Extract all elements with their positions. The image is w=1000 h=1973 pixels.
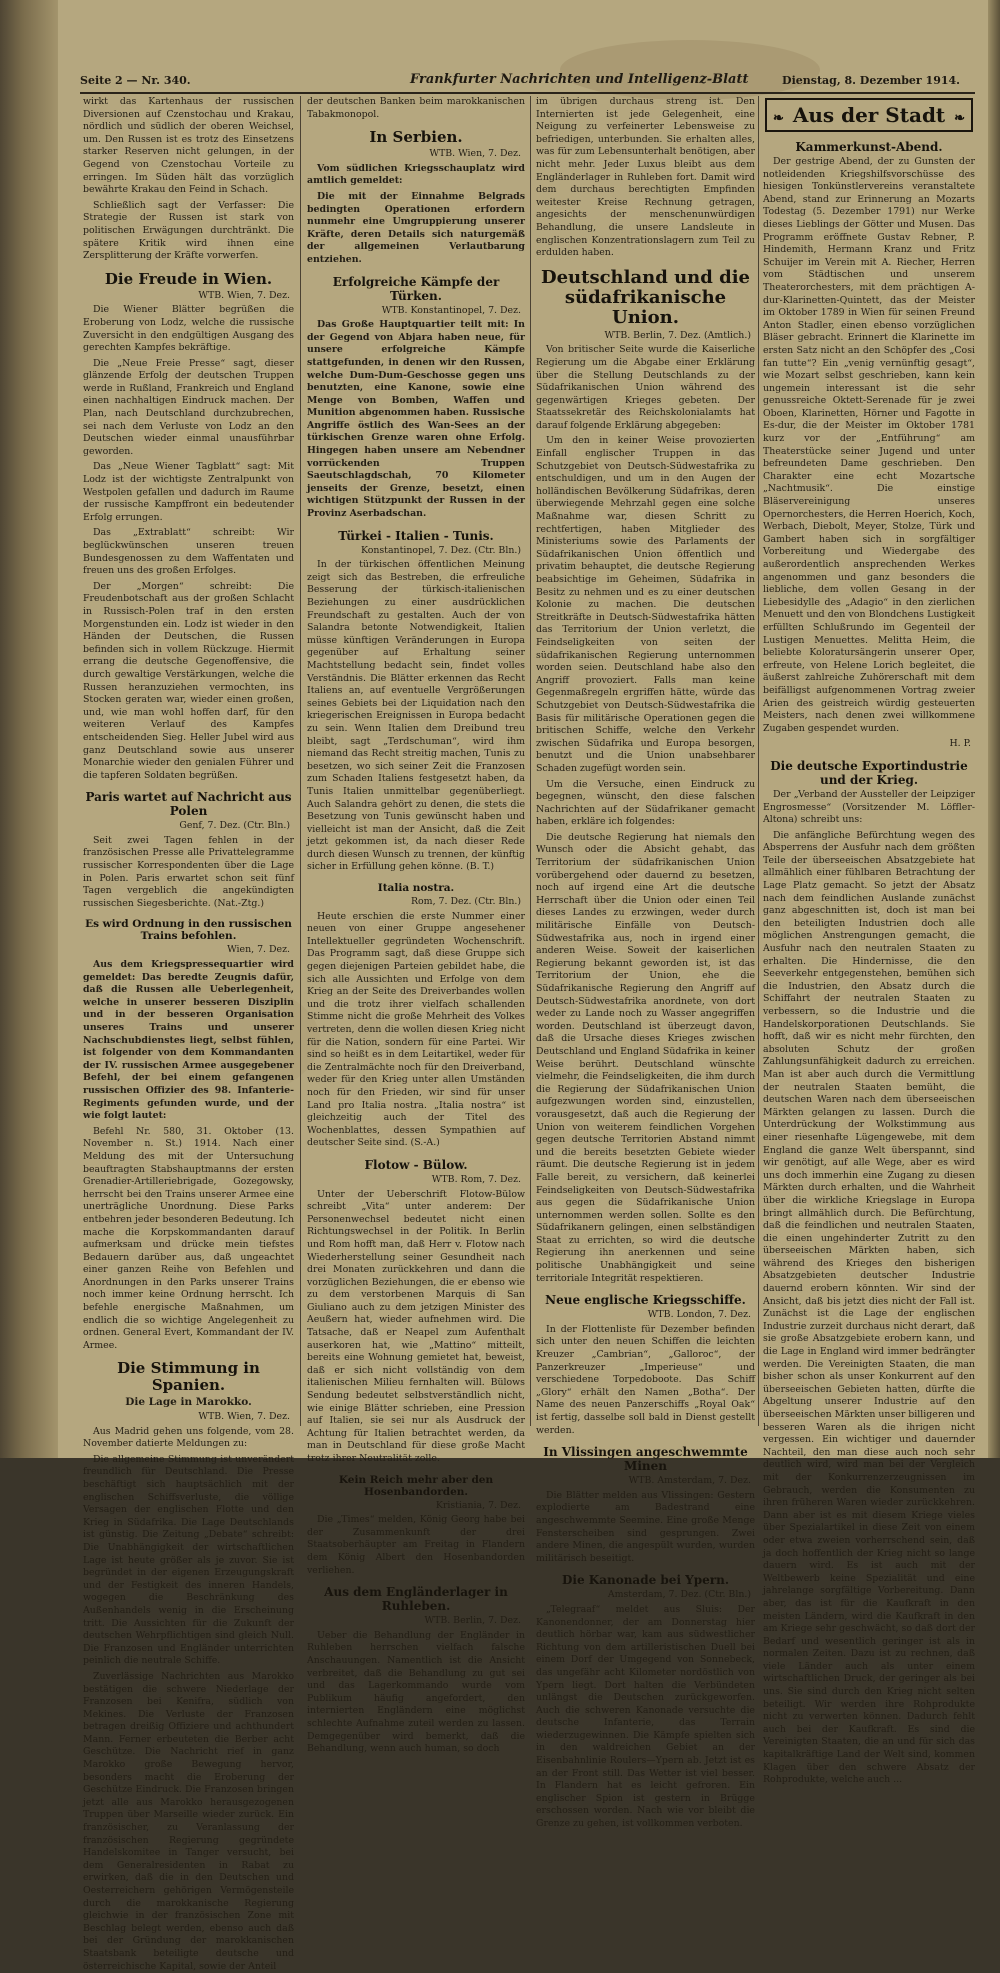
- header-page-number: Seite 2 — Nr. 340.: [80, 74, 191, 87]
- article-paragraph: wirkt das Kartenhaus der russischen Diversionen auf Czenstochau und Krakau, nördlich und südlich der oberen Weichsel, um. Den Russen ist es trotz des Einsetzens starker Reserven nicht gelungen, in der Gegend von Czenstochau Vorteile zu erringen. Im Süden hält das vorzüglich bewährte Krakau den Feind in Schach.: [83, 96, 294, 196]
- article-signature: H. P.: [949, 738, 971, 750]
- page-header: [80, 70, 980, 92]
- article-paragraph: Aus Madrid gehen uns folgende, vom 28. November datierte Meldungen zu:: [83, 1425, 294, 1450]
- article-dateline: Wien, 7. Dez.: [227, 944, 290, 956]
- article-dateline: Amsterdam, 7. Dez. (Ctr. Bln.): [607, 1589, 751, 1601]
- article-headline: Die deutsche Exportindustrie und der Krieg.: [770, 758, 968, 787]
- article-paragraph: Unter der Ueberschrift Flotow-Bülow schreibt „Vita“ unter anderem: Der Personenwechsel bedeutet nicht einen Richtungswechsel in der Politik. In Berlin und Rom hofft man, daß Herr v. Flotow nach Wiederherstellung seiner Gesundheit nach drei Monaten zurückkehren und dann die vorzüglichen Beziehungen, die er ebenso wie zu dem verstorbenen Marquis di San Giuliano auch zu dem jetzigen Minister des Aeußern hat, wieder aufnehmen wird. Die Tatsache, daß er Neapel zum Aufenthalt auserkoren hat, wie „Mattino“ mitteilt, bereits eine Wohnung gemietet hat, beweist, daß er sich nicht vollständig von dem italienischen Milieu fernhalten will. Bülows Sendung bedeutet selbstverständlich nicht, wie einige Blätter schrieben, eine Pression auf Italien, sie sei nur als Ausdruck der Achtung für Italien betrachtet werden, da man in Deutschland für diese große Macht trotz ihrer Neutralität zolle.: [307, 1188, 525, 1464]
- article-headline: Die Kanonade bei Ypern.: [562, 1573, 729, 1588]
- article-paragraph: Das „Extrablatt“ schreibt: Wir beglückwünschen unseren treuen Bundesgenossen zu dem Waffentaten und freuen uns des großen Erfolges.: [83, 527, 294, 577]
- page-right-edge: [988, 0, 1000, 1458]
- column-2: [307, 96, 525, 1755]
- article-paragraph: In der türkischen öffentlichen Meinung zeigt sich das Bestreben, die erfreuliche Besserung der türkisch-italienischen Beziehungen zu einer ausdrücklichen Freundschaft zu gestalten. Auch der von Salandra betonte Notwendigkeit, Italien müsse künftigen Veränderungen in Europa gegenüber auf Erhaltung seiner Machtstellung bedacht sein, findet volles Verständnis. Die Blätter erkennen das Recht Italiens an, auf eventuelle Vergrößerungen seines Gebiets bei der Liquidation nach den kriegerischen Ereignissen in Europa bedacht zu sein. Wenn Italien dem Dreibund treu bleibt, sagt „Terdschuman“, wird ihm niemand das Recht streitig machen, Tunis zu besetzen, wo sich seiner Zeit die Franzosen zum Schaden Italiens festgesetzt haben, da Tunis Italien unmittelbar gegenüberliegt. Auch Salandra gehört zu denen, die stets die Besetzung von Tunis gewünscht haben und vielleicht ist man der Ansicht, daß die Zeit jetzt gekommen ist, da nach dieser Rede durch diesen Wunsch zu trennen, der künftig sicher in Erfüllung gehen könne. (B. T.): [307, 559, 525, 873]
- article-dateline: WTB. Berlin, 7. Dez. (Amtlich.): [604, 329, 751, 341]
- article-paragraph: „Telegraaf“ meldet aus Sluis: Der Kanonendonner, der am Donnerstag hier deutlich hörbar war, kam aus südwestlicher Richtung von dem artilleristischen Duell bei einem Dorf der Umgegend von Sonnebeck, das ungefähr acht Kilometer nordöstlich von Ypern liegt. Dort halten die Verbündeten unlängst die Deutschen zurückgeworfen. Auch die schweren Kanonade versuchte die deutsche Infanterie, das Terrain wiederzugewinnen. Die Kämpfe spielten sich in den waldreichen Gebiet an der Eisenbahnlinie Roulers—Ypern ab. Jetzt ist es an der Front still. Das Wetter ist viel besser. In Flandern hat es leicht gefroren. Ein englischer Spion ist gestern in Brügge erschossen worden. Nach wie vor bleibt die Grenze zu gehen, ist vollkommen verboten.: [536, 1603, 755, 1830]
- ornament-icon: ❧: [773, 111, 784, 126]
- article-headline: Die Freude in Wien.: [104, 269, 273, 288]
- header-masthead: Frankfurter Nachrichten und Intelligenz-Blatt: [410, 72, 749, 87]
- article-headline: Deutschland und die südafrikanische Union.: [541, 266, 750, 328]
- article-headline: Türkei - Italien - Tunis.: [338, 528, 494, 543]
- article-dateline: Konstantinopel, 7. Dez. (Ctr. Bln.): [360, 544, 521, 556]
- article-paragraph: Die anfängliche Befürchtung wegen des Absperrens der Ausfuhr nach dem größten Teile der überseeischen Absatzgebiete hat allmählich einer fühlbaren Betrachtung der Lage Platz gemacht. So jetzt der Absatz nach dem feindlichen Auslande zunächst ganz abgeschnitten ist, doch ist man bei den beteiligten Industrien doch alle möglichen Anstrengungen gemacht, die Ausfuhr nach den neutralen Staaten zu erhalten. Die Hindernisse, die den Seeverkehr entgegenstehen, bemühen sich die Industrien, den Absatz durch die Schiffahrt der neutralen Staaten zu verbessern, so die Industrie und die Handelskorporationen Deutschlands. Sie hofft, daß wir es nicht mehr fürchten, den absoluten Schutz der großen Zahlungsunfähigkeit dadurch zu erreichen. Man ist aber auch durch die Vermittlung der neutralen Staaten bemüht, die deutschen Waren nach dem überseeischen Märkten gelangen zu lassen. Durch die Unterdrückung der Wolkstimmung aus einer riesenhafte Lügengewebe, mit dem England die ganze Welt überspannt, sind wir genötigt, auf alle Wege, aber es wird uns doch immerhin eine Zugang zu diesen Märkten durch erhalten, und die Wahrheit über die wirkliche Kriegslage in Europa bringt allmählich durch. Die Befürchtung, daß die feindlichen und neutralen Staaten, die einen ungehinderter Zutritt zu den überseeischen Märkten haben, sich während des Krieges den bisherigen Absatzgebieten deutscher Industrie dauernd erobern könnten. Wir sind der Ansicht, daß bis jetzt dies nicht der Fall ist. Zunächst ist die Lage der englischen Industrie zurzeit durchaus nicht derart, daß sie große Absatzgebiete erobern kann, und die Lage in England wird immer bedrängter werden. Die Vereinigten Staaten, die man bisher schon als unser Konkurrent auf den überseeischen Gebieten hatten, dürfte die Abgeltung unserer Industrie auf den überseeischen Märkten unser billigeren und besseren Waren als die ihrigen nicht vergessen. Ein wichtiger und dauernder Nachteil, den man diese auch noch sehr deutlich wird, wird man bei der Vergleich mit der Konkurrenzerzeugnissen im Gebrauch, werden die Konsumenten zu ihren früheren Waren wieder zurückkehren. Dann aber ist es mit diesem Kriege vieles über Spezialartikel in diese Zeit von einem oder etwa zweien vorherrschend sein, daß ja doch hoffentlich der Krieg nicht so lange dauern wird. Es ist auch mit der Weltbewerb keine Spezialität und eine jahrelange sorgfältige Vorbereitung. Dann aber, das ist für die Kaufkraft in den meisten Ländern, wird die Kaufkraft in den am Kriege sehr geschwächt, so daß dort der Bedarf und wesentlich geringer ist als in normalen Zeiten. Dazu ist zu rechnen, daß viele Länder auch als unter einem wirtschaftlichen Druck, der geringer als bei uns. Sie sind durch den Krieg nicht selten beteiligt. Wir werden ihre Rohprodukte nicht zu verwerten können. Dadurch fehlt auch bei der Kaufkraft. Es sind die Vereinigten Staaten, die an und für sich das kapitalkräftige Land der Welt sind, kommen Klagen über den schwere Absatz der Rohprodukte, welche auch ...: [763, 829, 975, 1786]
- article-paragraph: Der „Morgen“ schreibt: Die Freudenbotschaft aus der großen Schlacht in Russisch-Polen traf in den ersten Morgenstunden ein. Lodz ist wieder in den Händen der Deutschen, die Russen befinden sich in vollem Rückzuge. Hiermit errang die deutsche Gegenoffensive, die durch gewaltige Verstärkungen, welche die Russen heranzuziehen vermochten, ins Stocken geraten war, wieder einen großen, und, wie man wohl hoffen darf, für den weiteren Verlauf des Kampfes entscheidenden Sieg. Heller Jubel wird aus ganz Deutschland sowie aus unserer Monarchie wieder den genialen Führer und die tapferen Soldaten begrüßen.: [83, 580, 294, 781]
- article-headline: Es wird Ordnung in den russischen Trains befohlen.: [85, 918, 292, 943]
- header-date: Dienstag, 8. Dezember 1914.: [782, 74, 960, 87]
- article-headline: Paris wartet auf Nachricht aus Polen: [85, 790, 292, 819]
- article-headline: Erfolgreiche Kämpfe der Türken.: [332, 274, 500, 303]
- article-paragraph: im übrigen durchaus streng ist. Den Internierten ist jede Gelegenheit, eine Neigung zu verfeinerter Lebensweise zu befriedigen, unterbunden. Sie erhalten alles, was für zum Lebensunterhalt benötigen, aber nicht mehr. Jeder Luxus bleibt aus dem Engländerlager in Ruhleben fort. Damit wird dem durchaus berechtigten Empfinden weitester Kreise Rechnung getragen, angesichts der menschenunwürdigen Behandlung, die unsere Landsleute in englischen Konzentrationslagern zum Teil zu erdulden haben.: [536, 96, 755, 259]
- article-headline: Kammerkunst-Abend.: [795, 140, 943, 154]
- ornament-icon: ❧: [954, 111, 965, 126]
- article-paragraph: Die mit der Einnahme Belgrads bedingten Operationen erfordern nunmehr eine Umgruppierung unserer Kräfte, deren Details sich naturgemäß der allgemeinen Verlautbarung entziehen.: [307, 190, 525, 265]
- article-paragraph: Der gestrige Abend, der zu Gunsten der notleidenden Kriegshilfsvorschüsse des hiesigen Tonkünstlervereins veranstaltete Abend, stand zur Erinnerung an Mozarts Todestag (5. Dezember 1791) nur Werke dieses Lieblings der Götter und Musen. Das Programm eröffnete Gustav Rebner, P. Hindemith, Hermann Kranz und Fritz Schuijer im Verein mit A. Riecher, Herren vom Städtischen und unserem Theaterorchesters, mit dem prächtigen A-dur-Klarinetten-Quintett, das der Meister im Oktober 1789 in Wien für seinen Freund Anton Stadler, einen ebenso vorzüglichen Bläser gebracht. Erinnert die Klarinette im ersten Satz nicht an den Schöpfer des „Cosi fan tutte“? Ein „venig vernünftig gesagt“, wie Mozart selbst geschrieben, kann kein ungemein interessant ist die sehr genussreiche Oktett-Serenade für je zwei Oboen, Klarinetten, Hörner und Fagotte in Es-dur, die der Meister im Oktober 1781 kurz vor der „Entführung“ am Theaterstücke seiner Jugend und unter befreundeten Dame geschrieben. Den Charakter eine echt Mozartsche „Nachtmusik“. Die einstige Bläservereinigung unseres Opernorchesters, die Herren Hoerich, Koch, Werbach, Diebolt, Meyer, Stolze, Türk und Gambert haben sich in sorgfältiger Vorbereitung und Wiedergabe des außerordentlich ansprechenden Werkes angenommen und ganz besonders die liebliche, dem vollen Gesang in der Liebesidylle des „Adagio“ in den zierlichen Menuett und den von Blondchens Lustigkeit erfüllten Schlußrundo im Gegenteil der Lustigen Menuettes. Melitta Heim, die beliebte Koloratursängerin unserer Oper, erfreute, von Helene Lorich begleitet, die äußerst zahlreiche Zuhörerschaft mit dem beifälligst aufgenommenen Vortrag zweier Arien des geistreich würdig gesteuerten Meisters, nach denen zwei willkommene Zugaben gespendet wurden.: [763, 156, 975, 734]
- article-paragraph: In der Flottenliste für Dezember befinden sich unter den neuen Schiffen die leichten Kreuzer „Cambrian“, „Galloroc“, der Panzerkreuzer „Imperieuse“ und verschiedene Torpedoboote. Das Schiff „Glory“ erhält den Namen „Botha“. Der Name des neuen Panzerschiffs „Royal Oak“ ist fertig, dasselbe soll bald in Dienst gestellt werden.: [536, 1323, 755, 1436]
- section-title-box: [765, 98, 973, 132]
- article-headline: In Vlissingen angeschwemmte Minen: [543, 1445, 748, 1474]
- article-paragraph: Seit zwei Tagen fehlen in der französischen Presse alle Privattelegramme russischer Korrespondenten über die Lage in Polen. Paris erwartet schon seit fünf Tagen vergeblich die angekündigten russischen Siegesberichte. (Nat.-Ztg.): [83, 834, 294, 909]
- section-title: Aus der Stadt: [792, 103, 946, 127]
- article-paragraph: Der „Verband der Aussteller der Leipziger Engrosmesse“ (Vorsitzender M. Löffler-Altona) schreibt uns:: [763, 788, 975, 826]
- article-dateline: WTB. Wien, 7. Dez.: [198, 289, 290, 301]
- article-paragraph: Um den in keiner Weise provozierten Einfall englischer Truppen in das Schutzgebiet von Deutsch-Südwestafrika zu entschuldigen, und um in den Augen der holländischen Bevölkerung Südafrikas, deren überwiegende Mehrzahl gegen eine solche Maßnahme war, diesen Schritt zu rechtfertigen, haben Mitglieder des Ministeriums sowie des Parlaments der Südafrikanischen Union öffentlich und privatim behauptet, die deutsche Regierung beabsichtige im Geheimen, Südafrika in Besitz zu nehmen und es zu einer deutschen Kolonie zu machen. Die deutschen Streitkräfte in Deutsch-Südwestafrika hätten das Territorium der Union verletzt, die Feindseligkeiten von seiten der südafrikanischen Regierung unternommen worden seien. Deutschland habe also den Angriff provoziert. Falls man keine Gegenmaßregeln ergriffen hätte, würde das Schutzgebiet von Deutsch-Südwestafrika die Basis für militärische Operationen gegen die britischen Schiffe, welche den Verkehr zwischen Südafrika und Europa besorgen, benutzt und die Union unabsehbarer Schaden zugefügt worden sein.: [536, 435, 755, 774]
- article-paragraph: Befehl Nr. 580, 31. Oktober (13. November n. St.) 1914. Nach einer Meldung des mit der Untersuchung beauftragten Stabshauptmanns der ersten Grenadier-Artilleriebrigade, Gozegowsky, herrscht bei den Trains unserer Armee eine unerträgliche Unordnung. Diese Parks entbehren jeder besonderen Bedeutung. Ich mache die Korpskommandanten darauf aufmerksam und drücke mein tiefstes Bedauern darüber aus, daß ungeachtet einer ganzen Reihe von Befehlen und Anordnungen in den Parks unserer Trains noch immer keine Ordnung herrscht. Ich befehle energische Maßnahmen, um endlich die so wichtige Angelegenheit zu ordnen. General Evert, Kommandant der IV. Armee.: [83, 1125, 294, 1351]
- column-4: [763, 96, 975, 1786]
- article-paragraph: Das „Neue Wiener Tagblatt“ sagt: Mit Lodz ist der wichtigste Zentralpunkt von Westpolen gefallen und dadurch im Raume der russische Kampffront ein bedeutender Erfolg errungen.: [83, 461, 294, 523]
- article-headline: Kein Reich mehr aber den Hosenbandorden.: [338, 1473, 494, 1498]
- article-dateline: Kristiania, 7. Dez.: [435, 1499, 521, 1511]
- column-rule: [758, 96, 759, 1426]
- article-headline: Flotow - Bülow.: [364, 1157, 468, 1172]
- article-dateline: WTB. Konstantinopel, 7. Dez.: [381, 304, 521, 316]
- article-paragraph: Zuverlässige Nachrichten aus Marokko bestätigen die schwere Niederlage der Franzosen bei Kenifra, südlich von Mekines. Die Verluste der Franzosen betragen dreißig Offiziere und achthundert Mann. Ferner erbeuteten die Berber acht Geschütze. Die Nachricht rief in ganz Marokko große Bewegung hervor, besonders macht die Eroberung der Geschütze Eindruck. Die Franzosen bringen jetzt alle aus Marokko herausgezogenen Truppen über Marseille wieder zurück. Ein französischer, zu Veranlassung der französischen Regierung gegründete Handelskomitee in Tanger versucht, bei dem Generalresidenten in Rabat zu erwirken, daß die in den Deutschen und Oesterreichern gehörigen Vermögensteile durch die marokkanische Regierung gleichwie in der französischen Zone mit Beschlag belegt werden, ebenso auch daß bei der Gründung der marokkanischen Staatsbank beteiligte deutsche und österreichische Kapital, sowie der Anteil: [83, 1670, 294, 1972]
- article-dateline: Rom, 7. Dez. (Ctr. Bln.): [410, 896, 521, 908]
- header-rule: [80, 92, 975, 94]
- article-dateline: WTB. Wien, 7. Dez.: [429, 148, 521, 160]
- article-paragraph: Heute erschien die erste Nummer einer neuen von einer Gruppe angesehener Intellektueller gegründeten Wochenschrift. Das Programm sagt, daß diese Gruppe sich gegen diejenigen Parteien gebildet habe, die sich alle Aussichten und Erfolge von dem Krieg an der Seite des Dreiverbandes wollen und die trotz ihrer vielfach schallenden Stimme nicht die große Mehrheit des Volkes vertreten, denn die wollen diesen Krieg nicht für die Nation, sondern für eine Partei. Wir sind so heißt es in dem Leitartikel, weder für die Zentralmächte noch für den Dreiverband, weder für den Krieg unter allen Umständen noch für den Frieden, wir sind für unser Land pro Italia nostra. „Italia nostra“ ist gleichzeitig auch der Titel des Wochenblattes, dessen Sympathien auf deutscher Seite sind. (S.-A.): [307, 910, 525, 1149]
- article-paragraph: Von britischer Seite wurde die Kaiserliche Regierung um die Abgabe einer Erklärung über die Stellung Deutschlands zu der Südafrikanischen Union während des gegenwärtigen Krieges gebeten. Der Staatssekretär des Reichskolonialamts hat darauf folgende Erklärung abgegeben:: [536, 344, 755, 431]
- column-rule: [530, 96, 531, 1426]
- article-dateline: WTB. Wien, 7. Dez.: [198, 1411, 290, 1423]
- article-dateline: WTB. Berlin, 7. Dez.: [424, 1615, 521, 1627]
- article-headline: Italia nostra.: [377, 882, 455, 895]
- article-paragraph: Ueber die Behandlung der Engländer in Ruhleben herrschen vielfach falsche Anschauungen. Namentlich ist die Ansicht verbreitet, daß die Behandlung zu gut sei und das Lagerkommando wurde vom Publikum häufig angefordert, den internierten Engländern eine möglichst schlechte Aufnahme zuteil werden zu lassen. Demgegenüber wird bemerkt, daß die Behandlung, wenn auch human, so doch: [307, 1629, 525, 1755]
- article-paragraph: Die Blätter melden aus Vlissingen: Gestern explodierte am Badestrand eine angeschwemmte Seemine. Eine große Menge Fensterscheiben sind gesprungen. Zwei andere Minen, die angespült wurden, wurden militärisch beseitigt.: [536, 1489, 755, 1564]
- column-rule: [300, 96, 301, 1426]
- article-paragraph: Die Wiener Blätter begrüßen die Eroberung von Lodz, welche die russische Zuversicht in den endgültigen Ausgang des gerechten Kampfes bekräftige.: [83, 304, 294, 354]
- page-binding-edge: [0, 0, 58, 1458]
- article-headline: Aus dem Engländerlager in Ruhleben.: [324, 1585, 508, 1614]
- article-paragraph: der deutschen Banken beim marokkanischen Tabakmonopol.: [307, 96, 525, 120]
- article-subheadline: Die Lage in Marokko.: [125, 1396, 252, 1409]
- article-paragraph: Aus dem Kriegspressequartier wird gemeldet: Das beredte Zeugnis dafür, daß die Russen alle Ueberlegenheit, welche in unserer besseren Disziplin und in der besseren Organisation unseres Trains und unserer Nachschubdienstes liegt, selbst fühlen, ist folgender von dem Kommandanten der IV. russischen Armee ausgegebener Befehl, der bei einem gefangenen russischen Offizier des 98. Infanterie-Regiments gefunden wurde, und der wie folgt lautet:: [83, 959, 294, 1122]
- article-paragraph: Um die Versuche, einen Eindruck zu begegnen, wünscht, den diese falschen Nachrichten auf der Südafrikaner gemacht haben, erkläre ich folgendes:: [536, 778, 755, 828]
- article-dateline: Genf, 7. Dez. (Ctr. Bln.): [179, 820, 290, 832]
- article-paragraph: Die allgemeine Stimmung ist unverändert freundlich für Deutschland. Die Presse beschäftigt sich hauptsächlich mit der englischen Schiffsverluste, die völlige Versagen der englischen Flotte und den Krieg in Südafrika. Die Lage Deutschlands ist günstig. Die Zeitung „Debate“ schreibt: Die Unabhängigkeit der wirtschaftlichen Lage ist heute größer als je zuvor. Sie ist begründet in der eigenen Erzeugungskraft und der Festigkeit des inneren Handels, wogegen die Beschränkung des Außenhandels wenig in die Erscheinung tritt. Die Aussichten für die Zukunft der deutschen Wehrpflichtigen sind gleich Null. Die Franzosen und Engländer unterrichten peinlich die neutrale Schiffe.: [83, 1453, 294, 1667]
- article-paragraph: Die „Times“ melden, König Georg habe bei der Zusammenkunft der drei Staatsoberhäupter am Freitag in Flandern dem König Albert den Hosenbandorden verliehen.: [307, 1514, 525, 1576]
- article-headline: Neue englische Kriegsschiffe.: [545, 1293, 746, 1308]
- column-1: [83, 96, 294, 1972]
- article-headline: In Serbien.: [369, 128, 463, 147]
- article-paragraph: Schließlich sagt der Verfasser: Die Strategie der Russen ist stark von politischen Erwägungen durchtränkt. Die spätere Kritik wird ihnen eine Zersplitterung der Kräfte vorwerfen.: [83, 199, 294, 262]
- article-paragraph: Die „Neue Freie Presse“ sagt, dieser glänzende Erfolg der deutschen Truppen werde in Rußland, Frankreich und England einen nachhaltigen Eindruck machen. Der Plan, nach Deutschland durchzubrechen, sei nach dem Verluste von Lodz an den Deutschen wieder einmal unausführbar geworden.: [83, 357, 294, 457]
- article-dateline: WTB. London, 7. Dez.: [647, 1309, 751, 1321]
- article-paragraph: Die deutsche Regierung hat niemals den Wunsch oder die Absicht gehabt, das Territorium der südafrikanischen Union vorübergehend oder dauernd zu besetzen, noch auf irgend eine Art die deutsche Herrschaft über die Union oder einen Teil dieses Landes zu erzwingen, weder durch militärische Einfälle von Deutsch-Südwestafrika aus, noch in irgend einer anderen Weise. Soweit der kaiserlichen Regierung bekannt geworden ist, ist das Territorium der Union, ehe die Südafrikanische Regierung den Angriff auf Deutsch-Südwestafrika anordnete, von dort weder zu Lande noch zu Wasser angegriffen worden. Deutschland ist überzeugt davon, daß die Ursache dieses Krieges zwischen Deutschland und England Südafrika in keiner Weise berührt. Deutschland wünschte vielmehr, die Feindseligkeiten, die ihm durch die Regierung der Südafrikanischen Union aufgezwungen worden sind, einzustellen, vorausgesetzt, daß auch die Regierung der Union von weiterem feindlichen Vorgehen gegen deutsche Territorien Abstand nimmt und die bereits besetzten Gebiete wieder räumt. Die deutsche Regierung ist in jedem Falle bereit, zu versichern, daß keinerlei Feindseligkeiten von Deutsch-Südwestafrika aus gegen die Südafrikanische Union unternommen werden sollen. Sollte es den Südafrikanern gelingen, einen selbständigen Staat zu errichten, so wird die deutsche Regierung ihn anerkennen und seine politische Unabhängigkeit und seine territoriale Integrität respektieren.: [536, 831, 755, 1284]
- article-dateline: WTB. Amsterdam, 7. Dez.: [628, 1475, 751, 1487]
- column-3: [536, 96, 755, 1830]
- article-paragraph: Vom südlichen Kriegsschauplatz wird amtlich gemeldet:: [307, 162, 525, 187]
- article-paragraph: Das Große Hauptquartier teilt mit: In der Gegend von Abjara haben neue, für unsere erfolgreiche Kämpfe stattgefunden, in denen wir den Russen, welche Dum-Dum-Geschosse gegen uns benutzten, eine Kanone, sowie eine Menge von Bomben, Waffen und Munition abgenommen haben. Russische Angriffe östlich des Wan-Sees an der türkischen Grenze waren ohne Erfolg. Hingegen haben unsere am Nebendner vorrückenden Truppen Saeutschlagdschah, 70 Kilometer jenseits der Grenze, besetzt, einen wichtigen Stützpunkt der Russen in der Provinz Aserbadschan.: [307, 319, 525, 520]
- article-dateline: WTB. Rom, 7. Dez.: [431, 1173, 521, 1185]
- article-headline: Die Stimmung in Spanien.: [117, 1359, 260, 1395]
